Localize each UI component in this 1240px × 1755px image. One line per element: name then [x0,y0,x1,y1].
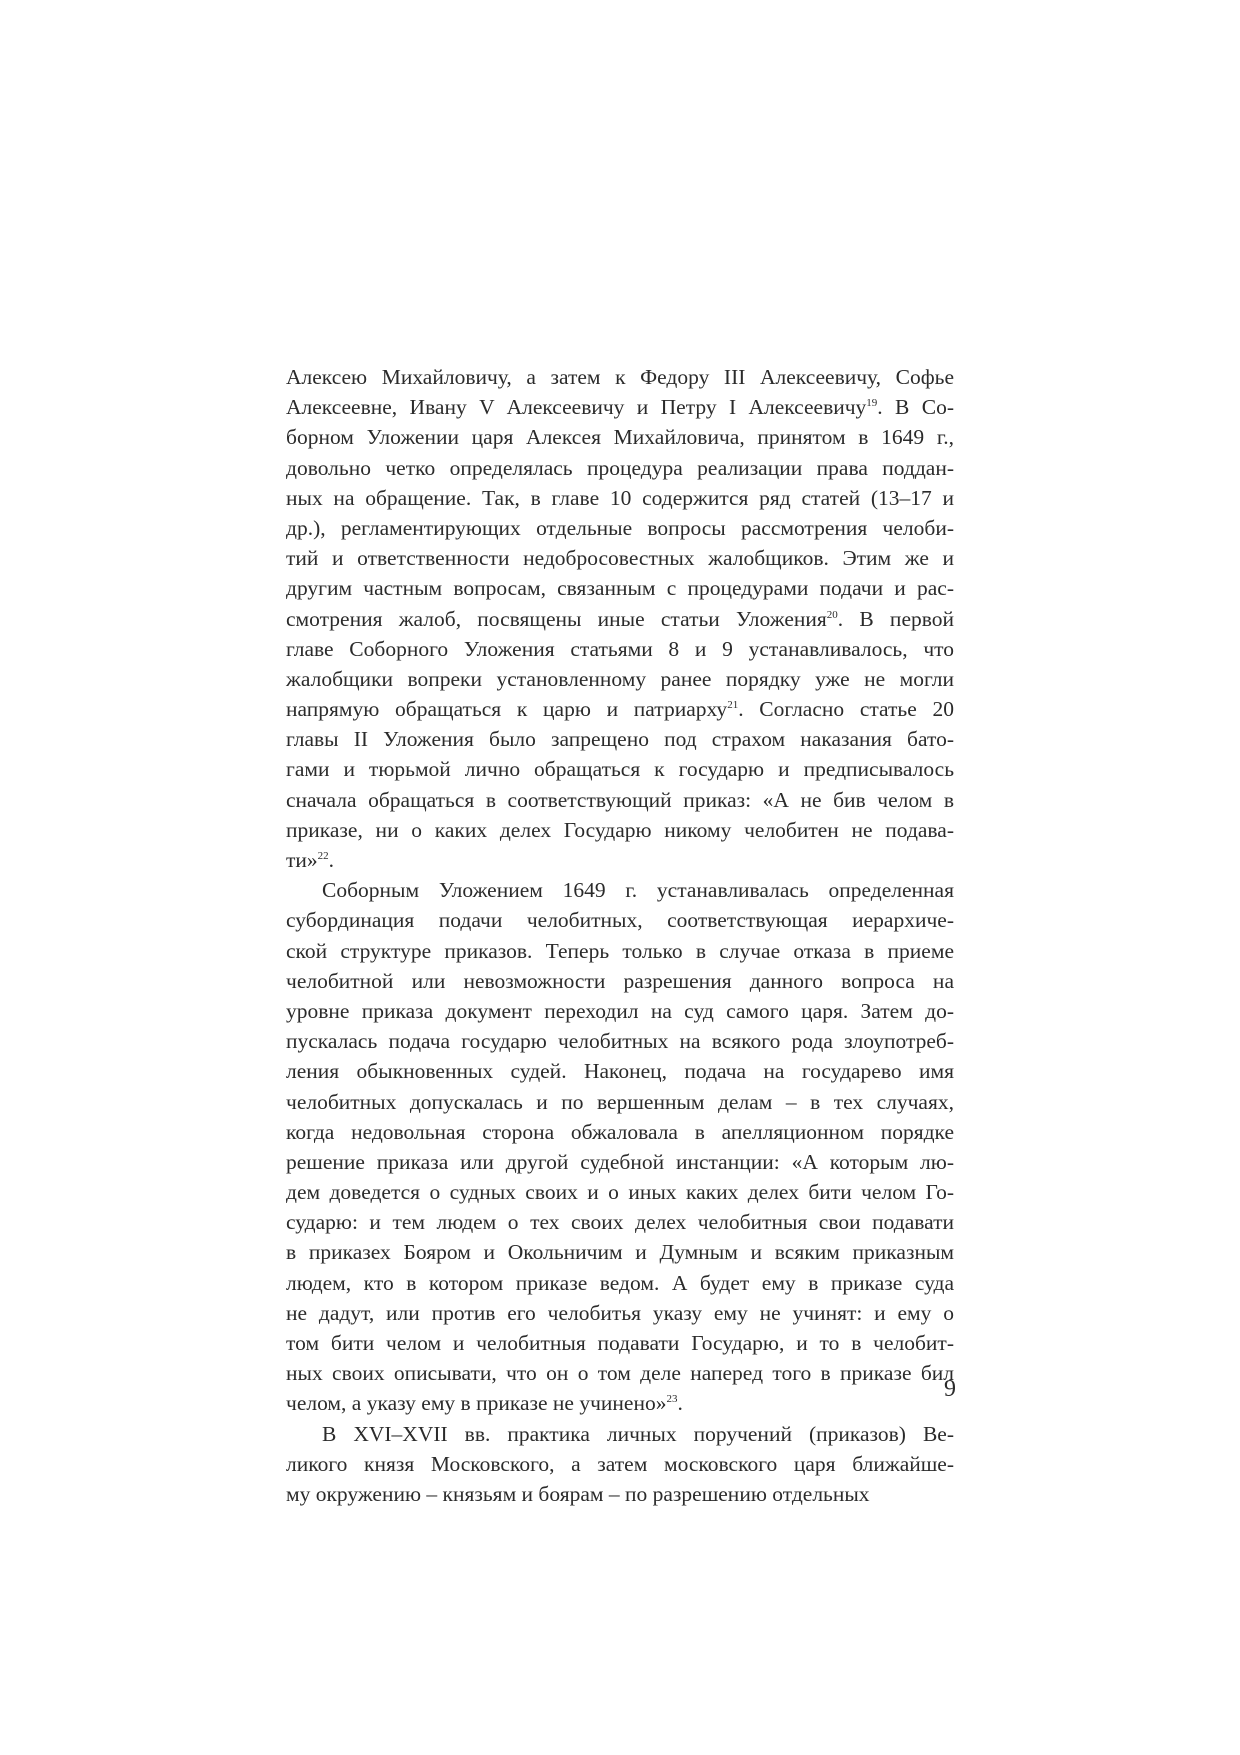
body-text [286,362,954,1509]
paragraph [286,875,954,1418]
line-text: сначала обращаться в соответствующий приказ: «А не бив челом в [286,787,954,812]
text-line [286,1056,954,1086]
line-text: челобитных допускалась и по вершенным делам – в тех случаях, [286,1089,954,1114]
text-line [286,422,954,452]
line-text-tail: . Согласно статье 20 [738,697,954,722]
line-text: Соборным Уложением 1649 г. устанавливалась определенная [322,878,954,903]
text-line [286,1358,954,1388]
paragraph [286,362,954,875]
text-line [286,1449,954,1479]
text-line [286,1237,954,1267]
line-text: другим частным вопросам, связанным с процедурами подачи и рас- [286,576,954,601]
line-text-tail: . В Со- [877,395,954,420]
text-line [286,754,954,784]
line-text: уровне приказа документ переходил на суд самого царя. Затем до- [286,998,954,1023]
line-text: челом, а указу ему в приказе не учинено» [286,1391,667,1416]
text-line [286,996,954,1026]
page-number: 9 [944,1376,956,1402]
line-text: гами и тюрьмой лично обращаться к государю и предписывалось [286,757,954,782]
line-text-tail: . [328,848,335,872]
text-line [286,392,954,422]
text-line [286,1207,954,1237]
line-text: не дадут, или против его челобитья указу ему не учинят: и ему о [286,1300,954,1325]
footnote-ref: 21 [727,698,739,711]
line-text: приказе, ни о каких делех Государю никому челобитен не подава- [286,817,954,842]
line-text: борном Уложении царя Алексея Михайловича, принятом в 1649 г., [286,425,954,450]
footnote-ref: 22 [317,849,329,862]
text-line [286,1268,954,1298]
text-line [286,362,954,392]
text-line [286,845,954,875]
text-line [286,1177,954,1207]
line-text: ных своих описывати, что он о том деле наперед того в приказе бил [286,1361,954,1386]
text-line [286,1328,954,1358]
line-text: му окружению – князьям и боярам – по разрешению отдельных [286,1481,870,1506]
line-text: челобитной или невозможности разрешения данного вопроса на [286,968,954,993]
line-text-tail: . [677,1391,683,1416]
text-line [286,513,954,543]
footnote-ref: 20 [826,608,838,621]
text-line [286,936,954,966]
line-text: ти» [286,848,318,872]
text-line [286,694,954,724]
text-line [286,664,954,694]
line-text: смотрения жалоб, посвящены иные статьи Уложения [286,606,827,631]
line-text: решение приказа или другой судебной инстанции: «А которым лю- [286,1149,954,1174]
line-text: тий и ответственности недобросовестных жалобщиков. Этим же и [286,546,954,571]
line-text-tail: . В первой [837,606,954,631]
line-text: дем доведется о судных своих и о иных каких делех бити челом Го- [286,1180,954,1205]
text-line [286,1026,954,1056]
footnote-ref: 19 [866,396,878,409]
text-line [286,1388,954,1418]
line-text: довольно четко определялась процедура реализации права поддан- [286,455,954,480]
line-text: ликого князя Московского, а затем московского царя ближайше- [286,1451,954,1476]
text-line [286,724,954,754]
text-line [286,604,954,634]
line-text: субординация подачи челобитных, соответствующая иерархиче- [286,908,954,933]
line-text: напрямую обращаться к царю и патриарху [286,697,728,722]
text-line [286,815,954,845]
text-line [286,573,954,603]
line-text: пускалась подача государю челобитных на всякого рода злоупотреб- [286,1029,954,1054]
footnote-ref: 23 [666,1393,678,1406]
text-line [286,1419,954,1449]
line-text: В XVI–XVII вв. практика личных поручений (приказов) Ве- [322,1421,954,1446]
line-text: ления обыкновенных судей. Наконец, подача на государево имя [286,1059,954,1084]
line-text: главе Соборного Уложения статьями 8 и 9 устанавливалось, что [286,636,954,661]
text-line [286,1479,954,1509]
line-text: людем, кто в котором приказе ведом. А будет ему в приказе суда [286,1270,954,1295]
line-text: Алексею Михайловичу, а затем к Федору III Алексеевичу, Софье [286,365,954,389]
line-text: когда недовольная сторона обжаловала в апелляционном порядке [286,1119,954,1144]
text-line [286,785,954,815]
text-line [286,543,954,573]
text-line [286,1087,954,1117]
paragraph [286,1419,954,1510]
line-text: сударю: и тем людем о тех своих делех челобитныя свои подавати [286,1210,954,1235]
text-line [286,634,954,664]
text-line [286,453,954,483]
line-text: жалобщики вопреки установленному ранее порядку уже не могли [286,666,954,691]
line-text: ской структуре приказов. Теперь только в случае отказа в приеме [286,938,954,963]
text-line [286,966,954,996]
line-text: главы II Уложения было запрещено под страхом наказания бато- [286,727,954,752]
line-text: Алексеевне, Ивану V Алексеевичу и Петру I Алексеевичу [286,395,867,420]
text-line [286,1147,954,1177]
text-line [286,1298,954,1328]
text-line [286,483,954,513]
line-text: ных на обращение. Так, в главе 10 содержится ряд статей (13–17 и [286,485,954,510]
line-text: том бити челом и челобитныя подавати Государю, и то в челобит- [286,1331,954,1355]
text-line [286,1117,954,1147]
text-line [286,875,954,905]
text-line [286,905,954,935]
line-text: в приказех Бояром и Окольничим и Думным и всяким приказным [286,1240,954,1265]
line-text: др.), регламентирующих отдельные вопросы рассмотрения челоби- [286,515,954,540]
